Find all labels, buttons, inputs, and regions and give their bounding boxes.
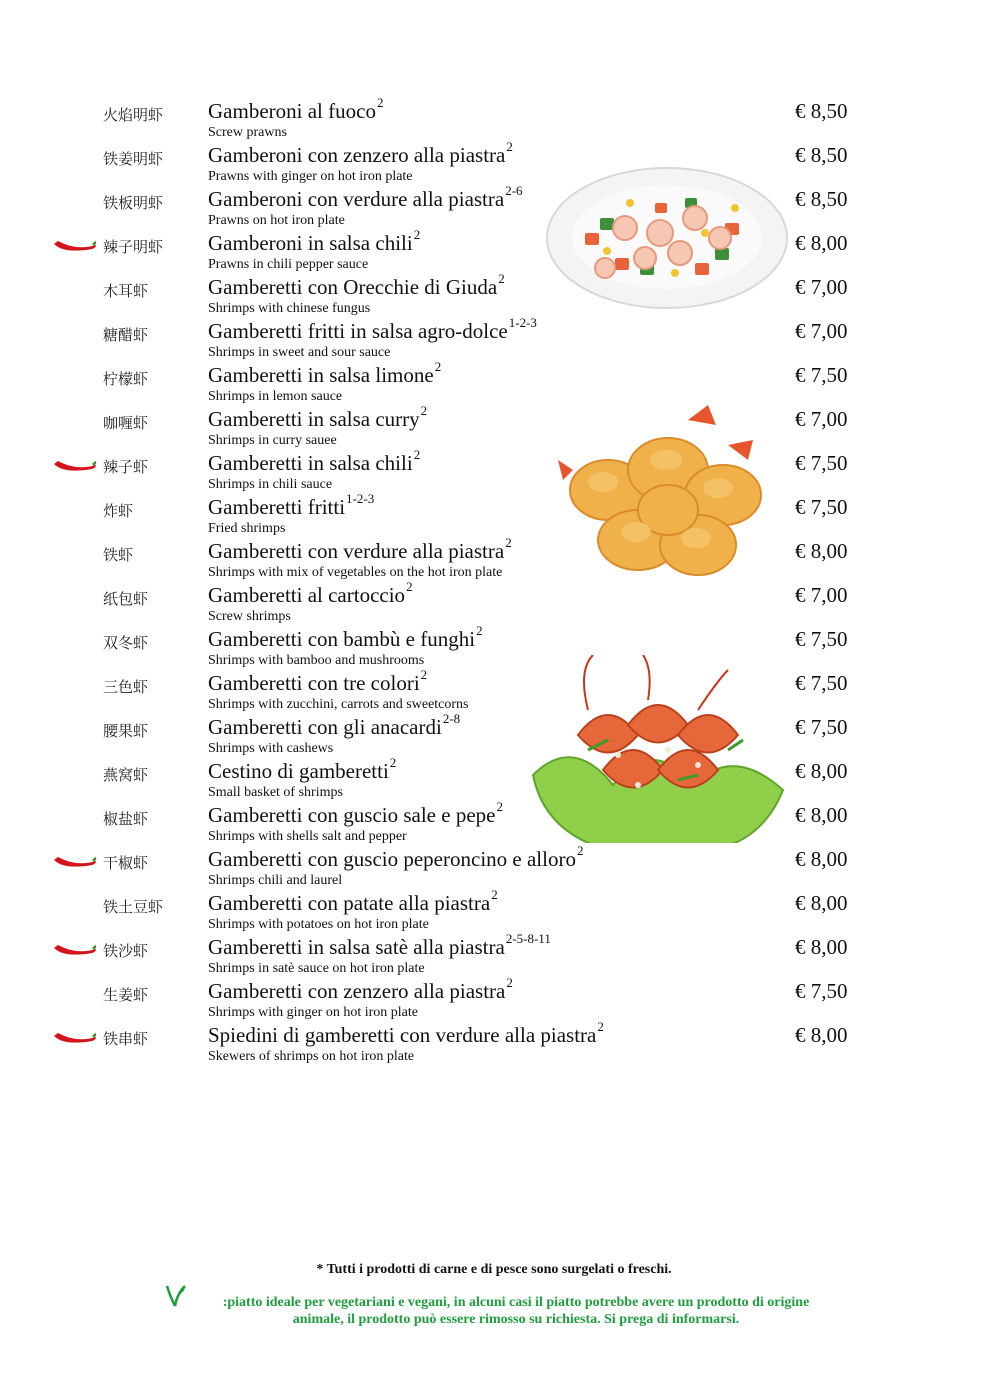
item-price: € 8,00 [795,539,848,563]
item-price: € 7,50 [795,495,848,519]
menu-item [0,184,988,228]
chinese-name: 腰果虾 [103,722,149,740]
english-description: Fried shrimps [208,521,286,536]
allergen-codes: 2 [376,95,384,110]
english-description: Prawns in chili pepper sauce [208,257,369,272]
chinese-name: 木耳虾 [103,282,149,300]
menu-item [0,888,988,932]
chinese-name: 铁土豆虾 [103,898,164,916]
item-price: € 8,00 [795,847,848,871]
italian-name: Cestino di gamberetti$^2$ [208,755,397,783]
chinese-name: 咖喱虾 [103,414,149,432]
menu-item [0,800,988,844]
item-price: € 7,00 [795,407,848,431]
chinese-name: 纸包虾 [103,590,149,608]
menu-item [0,1020,988,1064]
allergen-codes: 2-5-8-11 [505,931,551,946]
menu-item [0,844,988,888]
item-price: € 8,00 [795,1023,848,1047]
menu-item [0,140,988,184]
chinese-name: 燕窝虾 [103,766,149,784]
english-description: Skewers of shrimps on hot iron plate [208,1049,415,1064]
chinese-name: 辣子明虾 [103,238,164,256]
english-description: Shrimps in curry sauee [208,433,337,448]
english-description: Shrimps chili and laurel [208,873,343,888]
item-price: € 8,00 [795,935,848,959]
english-description: Prawns on hot iron plate [208,213,345,228]
chili-pepper-icon [52,855,98,871]
chili-pepper-icon [52,239,98,255]
english-description: Screw prawns [208,125,287,140]
english-description: Shrimps with cashews [208,741,334,756]
italian-name: Gamberetti fritti$^{1-2-3}$ [208,491,375,519]
allergen-codes: 2 [597,1019,604,1034]
english-description: Shrimps with ginger on hot iron plate [208,1005,418,1020]
italian-name: Spiedini di gamberetti con verdure alla piastra$^2$ [208,1019,604,1047]
italian-name: Gamberoni con zenzero alla piastra$^2$ [208,139,513,167]
italian-name: Gamberetti con verdure alla piastra$^2$ [208,535,512,563]
italian-name: Gamberetti con guscio peperoncino e alloro$^2$ [208,843,584,871]
menu-item [0,228,988,272]
menu-item [0,580,988,624]
english-description: Shrimps with shells salt and pepper [208,829,407,844]
chinese-name: 辣子虾 [103,458,149,476]
english-description: Small basket of shrimps [208,785,343,800]
item-price: € 7,50 [795,363,848,387]
english-description: Shrimps in sweet and sour sauce [208,345,391,360]
english-description: Screw shrimps [208,609,291,624]
menu-item [0,272,988,316]
chinese-name: 生姜虾 [103,986,149,1004]
allergen-codes: 2-8 [442,711,461,726]
item-price: € 7,50 [795,451,848,475]
allergen-codes: 2 [576,843,584,858]
chili-pepper-icon [52,459,98,475]
menu-item [0,624,988,668]
menu-item [0,712,988,756]
chili-pepper-icon [52,943,98,959]
item-price: € 8,00 [795,803,848,827]
italian-name: Gamberetti in salsa satè alla piastra$^{2-5-8-11}$ [208,931,551,959]
italian-name: Gamberetti al cartoccio$^2$ [208,579,413,607]
italian-name: Gamberetti con bambù e funghi$^2$ [208,623,483,651]
item-price: € 8,50 [795,187,848,211]
allergen-codes: 2 [434,359,442,374]
english-description: Shrimps in chili sauce [208,477,333,492]
item-price: € 7,50 [795,979,848,1003]
italian-name: Gamberoni in salsa chili$^2$ [208,227,421,255]
chinese-name: 三色虾 [103,678,149,696]
item-price: € 7,50 [795,627,848,651]
menu-item [0,316,988,360]
menu-item [0,756,988,800]
chinese-name: 铁板明虾 [103,194,164,212]
english-description: Prawns with ginger on hot iron plate [208,169,413,184]
allergen-codes: 2 [413,447,421,462]
italian-name: Gamberetti con Orecchie di Giuda$^2$ [208,271,505,299]
item-price: € 7,00 [795,319,848,343]
allergen-codes: 2 [476,623,483,638]
allergen-codes: 1-2-3 [508,315,537,330]
english-description: Shrimps with potatoes on hot iron plate [208,917,429,932]
allergen-codes: 2 [506,975,513,990]
english-description: Shrimps in satè sauce on hot iron plate [208,961,425,976]
italian-name: Gamberetti in salsa curry$^2$ [208,403,428,431]
chinese-name: 糖醋虾 [103,326,149,344]
chinese-name: 火焰明虾 [103,106,164,124]
item-price: € 7,00 [795,275,848,299]
item-price: € 7,00 [795,583,848,607]
italian-name: Gamberoni al fuoco$^2$ [208,95,384,123]
chinese-name: 铁沙虾 [103,942,149,960]
italian-name: Gamberetti in salsa limone$^2$ [208,359,442,387]
allergen-codes: 2 [413,227,421,242]
item-price: € 8,50 [795,99,848,123]
chinese-name: 铁虾 [103,546,134,564]
menu-list [0,96,988,1064]
menu-item [0,932,988,976]
allergen-codes: 2 [491,887,498,902]
menu-item [0,360,988,404]
allergen-codes: 1-2-3 [346,491,375,506]
allergen-codes: 2 [496,799,503,814]
menu-item [0,976,988,1020]
vegetarian-note: :piatto ideale per vegetariani e vegani, in alcuni casi il piatto potrebbe avere un prodotto di origine animale, il prodotto può essere rimosso su richiesta. Si prega di informarsi. [222,1295,810,1327]
item-price: € 8,00 [795,891,848,915]
chinese-name: 柠檬虾 [103,370,149,388]
english-description: Shrimps with bamboo and mushrooms [208,653,425,668]
menu-item [0,492,988,536]
chinese-name: 双冬虾 [103,634,149,652]
allergen-codes: 2 [406,579,413,594]
allergen-codes: 2 [498,271,505,286]
allergen-codes: 2 [506,139,513,154]
italian-name: Gamberoni con verdure alla piastra$^{2-6}$ [208,183,523,211]
italian-name: Gamberetti con patate alla piastra$^2$ [208,887,498,915]
italian-name: Gamberetti in salsa chili$^2$ [208,447,421,475]
chinese-name: 炸虾 [103,502,134,520]
allergen-codes: 2 [420,403,428,418]
menu-item [0,404,988,448]
item-price: € 7,50 [795,671,848,695]
allergen-codes: 2-6 [505,183,523,198]
allergen-codes: 2 [420,667,428,682]
vegetarian-leaf-icon [163,1280,189,1310]
menu-item [0,96,988,140]
italian-name: Gamberetti con guscio sale e pepe$^2$ [208,799,503,827]
english-description: Shrimps with chinese fungus [208,301,371,316]
menu-item [0,668,988,712]
frozen-fresh-note: * Tutti i prodotti di carne e di pesce sono surgelati o freschi. [316,1262,672,1277]
italian-name: Gamberetti fritti in salsa agro-dolce$^{1-2-3}$ [208,315,537,343]
menu-item [0,536,988,580]
allergen-codes: 2 [389,755,397,770]
english-description: Shrimps in lemon sauce [208,389,343,404]
item-price: € 7,50 [795,715,848,739]
english-description: Shrimps with mix of vegetables on the hot iron plate [208,565,503,580]
chinese-name: 干椒虾 [103,854,149,872]
item-price: € 8,00 [795,231,848,255]
chili-pepper-icon [52,1031,98,1047]
item-price: € 8,50 [795,143,848,167]
chinese-name: 椒盐虾 [103,810,149,828]
chinese-name: 铁姜明虾 [103,150,164,168]
allergen-codes: 2 [505,535,512,550]
chinese-name: 铁串虾 [103,1030,149,1048]
menu-item [0,448,988,492]
item-price: € 8,00 [795,759,848,783]
italian-name: Gamberetti con zenzero alla piastra$^2$ [208,975,513,1003]
italian-name: Gamberetti con tre colori$^2$ [208,667,428,695]
italian-name: Gamberetti con gli anacardi$^{2-8}$ [208,711,461,739]
english-description: Shrimps with zucchini, carrots and sweetcorns [208,697,469,712]
